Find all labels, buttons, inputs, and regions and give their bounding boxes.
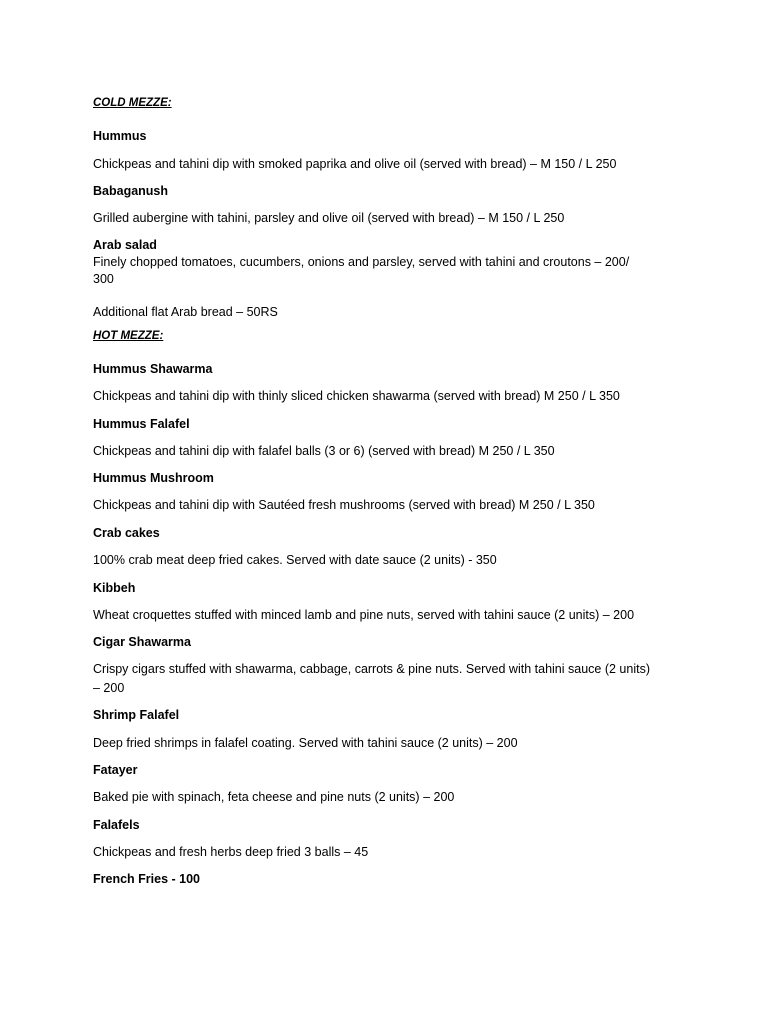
crab-cakes-desc: 100% crab meat deep fried cakes. Served with date sauce (2 units) - 350 [93,553,497,567]
hummus-name: Hummus [93,129,147,143]
fatayer-name: Fatayer [93,763,138,777]
additional-bread: Additional flat Arab bread – 50RS [93,305,278,319]
french-fries-name: French Fries - 100 [93,872,200,886]
hummus-falafel-desc: Chickpeas and tahini dip with falafel balls (3 or 6) (served with bread) M 250 / L 350 [93,444,555,458]
cigar-shawarma-desc-line2: – 200 [93,681,125,695]
kibbeh-desc: Wheat croquettes stuffed with minced lamb and pine nuts, served with tahini sauce (2 units) – 200 [93,608,635,622]
hummus-falafel-name: Hummus Falafel [93,417,190,431]
kibbeh-name: Kibbeh [93,581,136,595]
fatayer-desc: Baked pie with spinach, feta cheese and pine nuts (2 units) – 200 [93,790,455,804]
arab-salad-name: Arab salad [93,238,157,252]
cold-mezze-heading: COLD MEZZE: [93,97,172,109]
hot-mezze-heading: HOT MEZZE: [93,330,164,342]
arab-salad-desc-line1: Finely chopped tomatoes, cucumbers, onions and parsley, served with tahini and croutons – 200/ [93,255,630,269]
cigar-shawarma-desc-line1: Crispy cigars stuffed with shawarma, cabbage, carrots & pine nuts. Served with tahini sauce (2 units) [93,662,650,676]
arab-salad-desc-line2: 300 [93,272,114,286]
hummus-shawarma-name: Hummus Shawarma [93,362,213,376]
cigar-shawarma-name: Cigar Shawarma [93,635,191,649]
hummus-mushroom-name: Hummus Mushroom [93,471,214,485]
hummus-mushroom-desc: Chickpeas and tahini dip with Sautéed fresh mushrooms (served with bread) M 250 / L 350 [93,498,595,512]
babaganush-name: Babaganush [93,184,169,198]
shrimp-falafel-name: Shrimp Falafel [93,708,180,722]
hummus-shawarma-desc: Chickpeas and tahini dip with thinly sliced chicken shawarma (served with bread) M 250 / L 350 [93,389,620,403]
falafels-name: Falafels [93,818,140,832]
hummus-desc: Chickpeas and tahini dip with smoked paprika and olive oil (served with bread) – M 150 / L 250 [93,157,617,171]
crab-cakes-name: Crab cakes [93,526,160,540]
shrimp-falafel-desc: Deep fried shrimps in falafel coating. Served with tahini sauce (2 units) – 200 [93,736,518,750]
babaganush-desc: Grilled aubergine with tahini, parsley and olive oil (served with bread) – M 150 / L 250 [93,211,565,225]
falafels-desc: Chickpeas and fresh herbs deep fried 3 balls – 45 [93,845,369,859]
